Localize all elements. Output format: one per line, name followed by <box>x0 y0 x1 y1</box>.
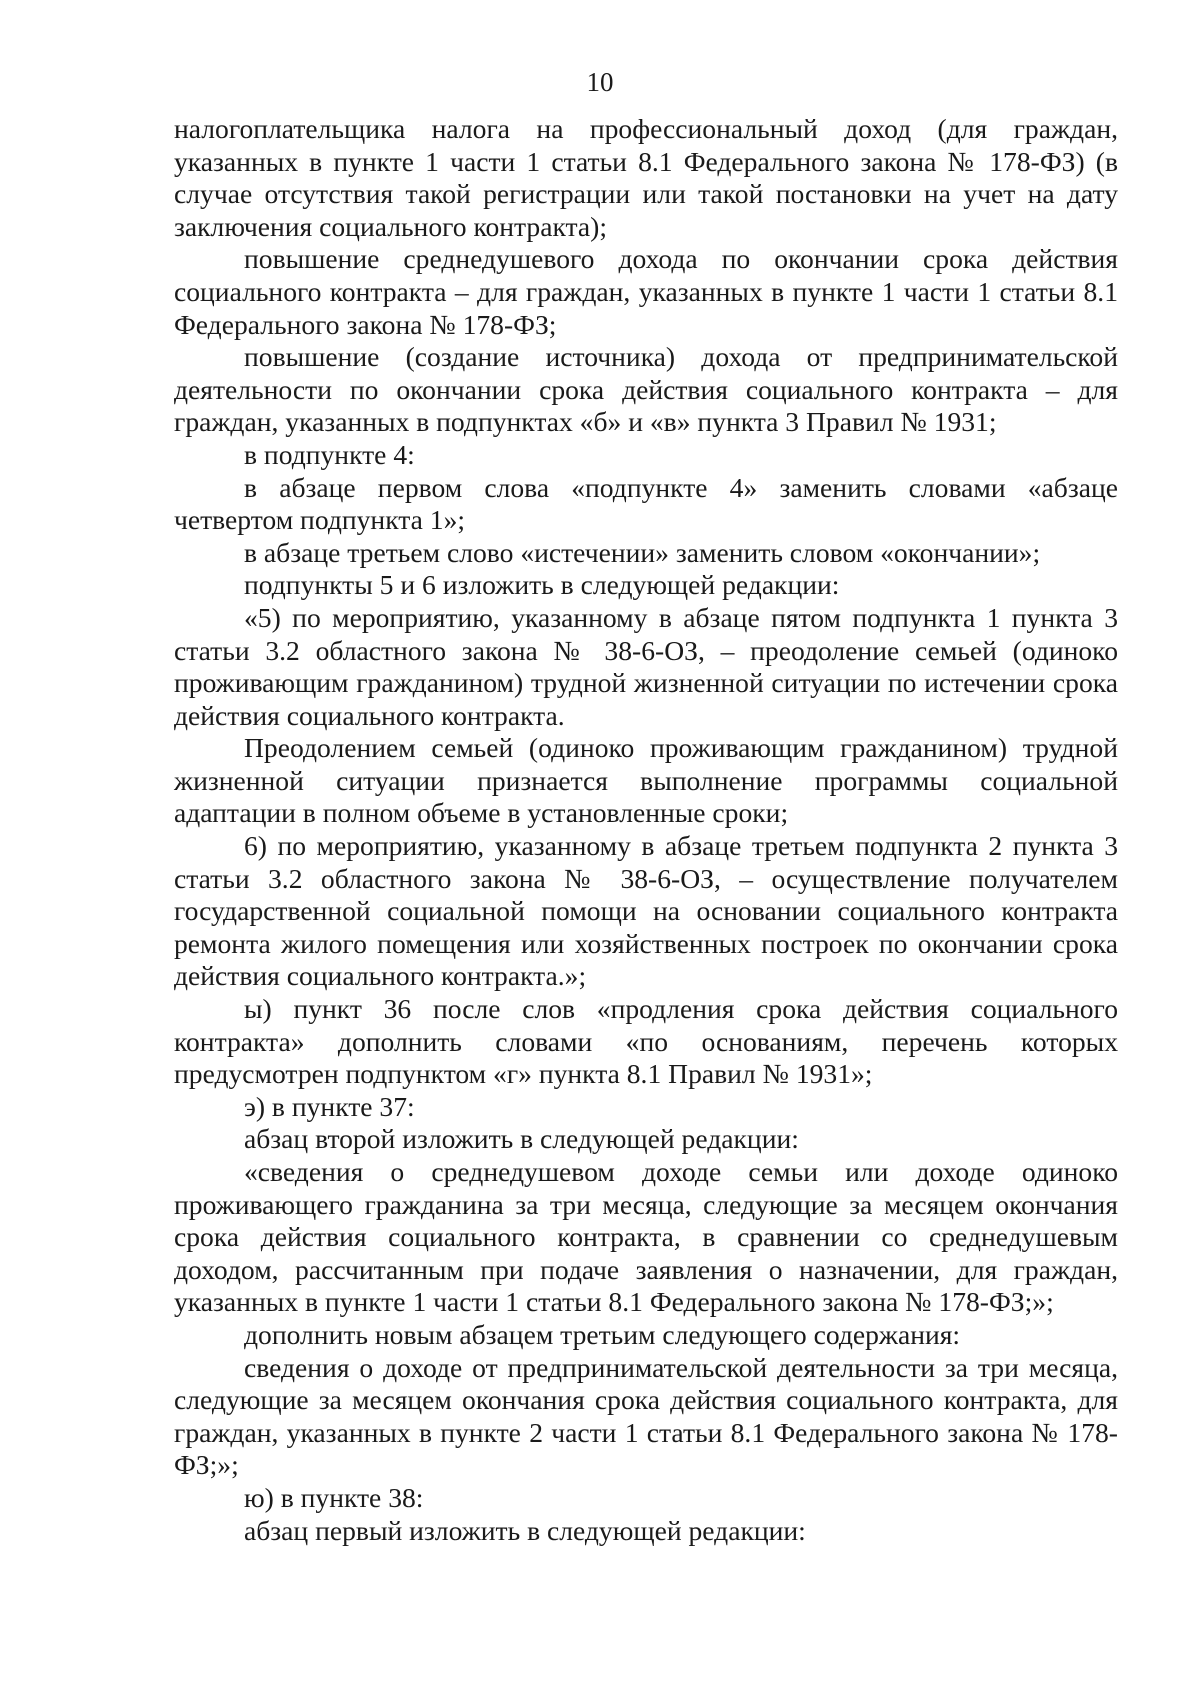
paragraph: повышение среднедушевого дохода по окончании срока действия социального контракта – для граждан, указанных в пункте 1 части 1 статьи 8.1 Федерального закона № 178-ФЗ; <box>174 243 1118 340</box>
paragraph: абзац второй изложить в следующей редакции: <box>244 1123 799 1155</box>
paragraph: абзац первый изложить в следующей редакции: <box>244 1514 806 1546</box>
paragraph: налогоплательщика налога на профессиональный доход (для граждан, указанных в пункте 1 части 1 статьи 8.1 Федерального закона № 178-ФЗ) (в случае отсутствия такой регистрации или такой постановки на учет на дату заключения социального контракта); <box>174 113 1118 242</box>
paragraph: 6) по мероприятию, указанному в абзаце третьем подпункта 2 пункта 3 статьи 3.2 областного закона № 38-6-ОЗ, – осуществление получателем государственной социальной помощи на основании социального контракта ремонта жилого помещения или хозяйственных построек по окончании срока действия социального контракта.»; <box>174 830 1118 992</box>
paragraph: сведения о доходе от предпринимательской деятельности за три месяца, следующие за месяцем окончания срока действия социального контракта, для граждан, указанных в пункте 2 части 1 статьи 8.1 Федерального закона № 178-ФЗ;»; <box>174 1351 1118 1481</box>
paragraph: повышение (создание источника) дохода от предпринимательской деятельности по окончании срока действия социального контракта – для граждан, указанных в подпунктах «б» и «в» пункта 3 Правил № 1931; <box>174 341 1118 438</box>
paragraph: Преодолением семьей (одиноко проживающим гражданином) трудной жизненной ситуации признается выполнение программы социальной адаптации в полном объеме в установленные сроки; <box>174 732 1118 829</box>
paragraph: ы) пункт 36 после слов «продления срока действия социального контракта» дополнить словами «по основаниям, перечень которых предусмотрен подпунктом «г» пункта 8.1 Правил № 1931»; <box>174 993 1118 1090</box>
paragraph: в абзаце первом слова «подпункте 4» заменить словами «абзаце четвертом подпункта 1»; <box>174 471 1118 536</box>
paragraph: дополнить новым абзацем третьим следующего содержания: <box>244 1318 961 1350</box>
paragraph: подпункты 5 и 6 изложить в следующей редакции: <box>244 569 840 601</box>
paragraph: э) в пункте 37: <box>244 1090 415 1122</box>
paragraph: в подпункте 4: <box>244 438 415 470</box>
page-number: 10 <box>586 67 614 97</box>
paragraph: «сведения о среднедушевом доходе семьи или доходе одиноко проживающего гражданина за три месяца, следующие за месяцем окончания срока действия социального контракта, в сравнении со среднедушевым доходом, рассчитанным при подаче заявления о назначении, для граждан, указанных в пункте 1 части 1 статьи 8.1 Федерального закона № 178-ФЗ;»; <box>174 1156 1118 1318</box>
document-body <box>174 113 1118 1547</box>
paragraph: ю) в пункте 38: <box>244 1481 424 1513</box>
paragraph: «5) по мероприятию, указанному в абзаце пятом подпункта 1 пункта 3 статьи 3.2 областного закона № 38-6-ОЗ, – преодоление семьей (одиноко проживающим гражданином) трудной жизненной ситуации по истечении срока действия социального контракта. <box>174 601 1118 731</box>
paragraph: в абзаце третьем слово «истечении» заменить словом «окончании»; <box>244 536 1041 568</box>
